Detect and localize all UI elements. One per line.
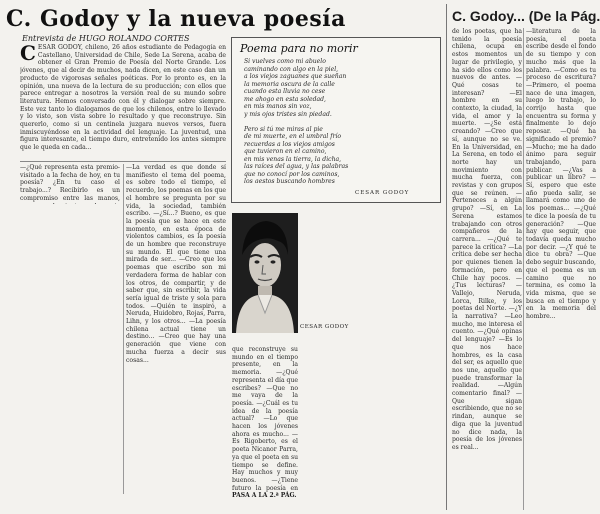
body-column-1: —¿Qué representa esta premio-visitado a la fecha de hoy, en tu poesía? ¿En tu caso el trabajo...? Recibirlo es un compromiso entre las manos, — [20, 164, 120, 202]
intro-text: ESAR GODOY, chileno, 26 años estudiante de Pedagogía en Castellano, Universidad de Chile, Sede La Serena, acaba de obtener el Gran Premio de Poesía del Norte Grande. Los jóvenes, que al decir de muchos, nada dicen, en este caso dan un producto de vigorosas señales poéticas. Por lo pronto es, en la opinión, una nueva de la lectura de su producción; con ellos que parece entregar a nosotros la versión real de su mundo sobre literatura. Hemos conversado con él y dialogar sobre siempre. Este vez tanto lo dialogamos de que los chilenos, entre lo llevado y lo visto, son vista sobre lo resultado y que reconstruye. Sin quererlo, como si un centinela juzgara nuevos versos, fuera inmiscuyéndose en la actividad del lenguaje. La juventud, una figura interesante, el tiempo duro, entretenido los antes siempre que le queda en cada... — [20, 44, 226, 152]
poem-line — [244, 118, 434, 126]
poem-line: Pero si tú me miras al pie — [244, 125, 323, 133]
byline: Entrevista de HUGO ROLANDO CORTES — [22, 34, 190, 43]
continuation-header: C. Godoy... (De la Pág. — [452, 8, 600, 24]
poem-line: me ahogo en esta soledad, — [244, 95, 326, 103]
poem-line: en mis venas la tierra, la dicha, — [244, 155, 342, 163]
poem-line: en mis manos sin voz, — [244, 103, 312, 110]
poem-line: de mi muerte, en el umbral frío — [244, 133, 342, 140]
photo-caption: CESAR GODOY — [300, 324, 349, 330]
poem-line: a los viejos zaguanes que sueñan — [244, 73, 347, 80]
column-divider-1 — [123, 164, 124, 494]
intro-paragraph — [20, 44, 226, 160]
poem-line: los gestos buscando hombres — [244, 178, 335, 183]
drop-cap: C — [20, 44, 36, 65]
continued-note: PASA A LA 2.ª PÁG. — [232, 492, 297, 499]
column-divider-2 — [523, 28, 524, 510]
author-photo — [232, 213, 298, 333]
portrait-image — [232, 213, 298, 333]
poem-author: CESAR GODOY — [355, 190, 410, 196]
poem-line: y mis ojos tristes sin piedad. — [244, 110, 332, 118]
poem-line: la memoria oscura de la calle — [244, 80, 335, 88]
poem-line: que no conocí por los caminos, — [244, 170, 340, 178]
page-divider — [446, 4, 447, 510]
poem-line: recuerdas a los viejos amigos — [244, 140, 335, 148]
poem-title: Poema para no morir — [240, 42, 358, 55]
poem-body — [244, 58, 434, 183]
body-column-2: —La verdad es que donde sí manifiesto el tema del poema, es sobre todo el tiempo, el recuerdo, los poemas en los que el hombre se pregunta por su vida, la sociedad, también escribo. —¿Sí...? Bueno, es que la poesía que se hace en este momento, en esta época de violentos cambios, es la poesía de un hombre que reconstruye su mundo. El que tiene una mirada de ser... —Creo que los poemas que escribo son mi verdadera forma de hablar con los otros, de compartir, y de saber que, sin escribir, la vida sería igual de triste y sola para todos. —Quién te inspiró, a Neruda, Huidobro, Rojas, Parra, Lihn, y los otros... —La poesía chilena actual tiene un destino... —Creo que hay una generación que viene con mucha fuerza a decir sus cosas... — [126, 164, 226, 364]
intro-divider — [20, 161, 226, 162]
poem-line: que tuvieron en el camino, — [244, 148, 327, 155]
continuation-column-a: de los poetas, que ha tenido la poesía chilena, ocupa en estos momentos un lugar de privilegio, y ha sido ellos como los nuevos de antes. —Qué cosas te interesan? —El hombre en su contexto, la ciudad, la vida, el amor y la muerte. —¿Se está creando? —Creo que sí, aunque no se ve. En la Universidad, en La Serena, en todo el norte hay un movimiento con mucha fuerza, con revistas y con grupos que se reúnen. —Perteneces a algún grupo? —Sí, en La Serena estamos trabajando con otros compañeros de la carrera... —¿Qué te parece la crítica? —La crítica debe ser hecha por quienes tienen la formación, pero en Chile hay pocos. —¿Tus lecturas? —Vallejo, Neruda, Lorca, Rilke, y los poetas del Norte. —¿Y la narrativa? —Leo mucho, me interesa el cuento. —¿Qué opinas del lenguaje? —Es lo que nos hace hombres, es la casa del ser, es aquello que nos une, aquello que puede transformar la realidad. —Algún comentario final? —Que sigan escribiendo, que no se rindan, aunque se diga que la juventud no dice nada, la poesía de los jóvenes es real... — [452, 28, 522, 451]
poem-line: caminando con algo en la piel, — [244, 65, 339, 73]
poem-line: cuando esta lluvia no cese — [244, 88, 326, 95]
poem-line: Si vuelves como mi abuelo — [244, 58, 326, 65]
continuation-column-b: —literatura de la poesía, el poeta escribe desde el fondo de su tiempo y con mucho más que la palabra. —Como es tu proceso de escritura? —Primero, el poema nace de una imagen, luego lo trabajo, lo corrijo hasta que encuentra su forma y finalmente lo dejo reposar. —Qué ha significado el premio? —Mucho; me ha dado ánimo para seguir trabajando, para publicar. —¿Vas a publicar un libro? —Sí, espero que este año pueda salir, se llamará como uno de los poemas... —¿Qué te dice la poesía de tu generación? —Que hay que seguir, que todavía queda mucho por decir. —¿Y qué te dice tu obra? —Que debo seguir buscando, que el poema es un camino que no termina, es como la vida misma, que se busca en el tiempo y en la memoria del hombre... — [526, 28, 596, 321]
poem-line: las raíces del agua, y las palabras — [244, 163, 349, 170]
headline: C. Godoy y la nueva poesía — [6, 6, 346, 32]
body-column-3: que reconstruye su mundo en el tiempo presente, en la memoria. —¿Qué representa el día que escribes? —Que no me vaya de la poesía. —¿Cuál es tu idea de la poesía actual? —Lo que hacen los jóvenes ahora es mucho... —Es Rigoberto, es el poeta Nicanor Parra, ya que el poeta en su tiempo se define. Hay muchos y muy buenos. —¿Tiene futuro la poesía en — [232, 346, 298, 492]
